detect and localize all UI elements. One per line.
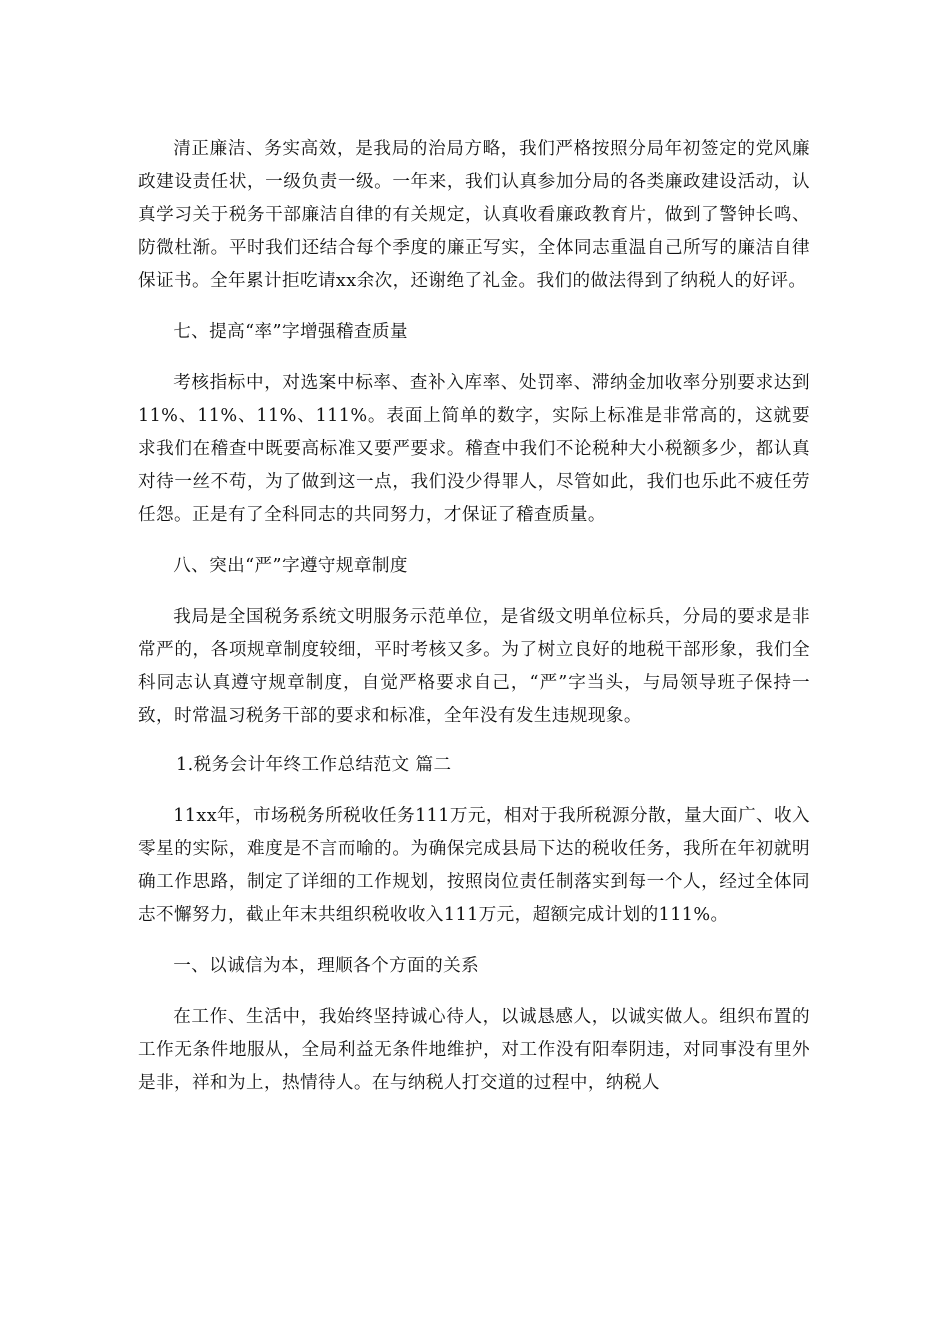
paragraph-inspection-quality: 考核指标中，对选案中标率、查补入库率、处罚率、滞纳金加收率分别要求达到11%、11%、11%、111%。表面上简单的数字，实际上标准是非常高的，这就要求我们在稽查中既要高标准又要严要求。稽查中我们不论税种大小税额多少，都认真对待一丝不苟，为了做到这一点，我们没少得罪人，尽管如此，我们也乐此不疲任劳任怨。正是有了全科同志的共同努力，才保证了稽查质量。 (138, 373, 810, 525)
paragraph-tax-task: 11xx年，市场税务所税收任务111万元，相对于我所税源分散，量大面广、收入零星的实际，难度是不言而喻的。为确保完成县局下达的税收任务，我所在年初就明确工作思路，制定了详细的工作规划，按照岗位责任制落实到每一个人，经过全体同志不懈努力，截止年末共组织税收收入111万元，超额完成计划的111%。 (138, 806, 810, 925)
section-heading-one: 一、以诚信为本，理顺各个方面的关系 (173, 956, 480, 976)
paragraph-regulations: 我局是全国税务系统文明服务示范单位，是省级文明单位标兵，分局的要求是非常严的，各项规章制度较细，平时考核又多。为了树立良好的地税干部形象，我们全科同志认真遵守规章制度，自觉严格要求自己，“严”字当头，与局领导班子保持一致，时常温习税务干部的要求和标准，全年没有发生违规现象。 (138, 607, 810, 726)
section-heading-eight: 八、突出“严”字遵守规章制度 (173, 556, 408, 576)
section-heading-seven: 七、提高“率”字增强稽查质量 (173, 322, 408, 342)
numbered-title-part-two: 1.税务会计年终工作总结范文 篇二 (176, 755, 452, 775)
paragraph-integrity: 清正廉洁、务实高效，是我局的治局方略，我们严格按照分局年初签定的党风廉政建设责任状，一级负责一级。一年来，我们认真参加分局的各类廉政建设活动，认真学习关于税务干部廉洁自律的有关规定，认真收看廉政教育片，做到了警钟长鸣、防微杜渐。平时我们还结合每个季度的廉正写实，全体同志重温自己所写的廉洁自律保证书。全年累计拒吃请xx余次，还谢绝了礼金。我们的做法得到了纳税人的好评。 (138, 139, 810, 291)
document-body (138, 133, 810, 1100)
paragraph-sincerity: 在工作、生活中，我始终坚持诚心待人，以诚恳感人，以诚实做人。组织布置的工作无条件地服从，全局利益无条件地维护，对工作没有阳奉阴违，对同事没有里外是非，祥和为上，热情待人。在与纳税人打交道的过程中，纳税人 (138, 1007, 810, 1093)
